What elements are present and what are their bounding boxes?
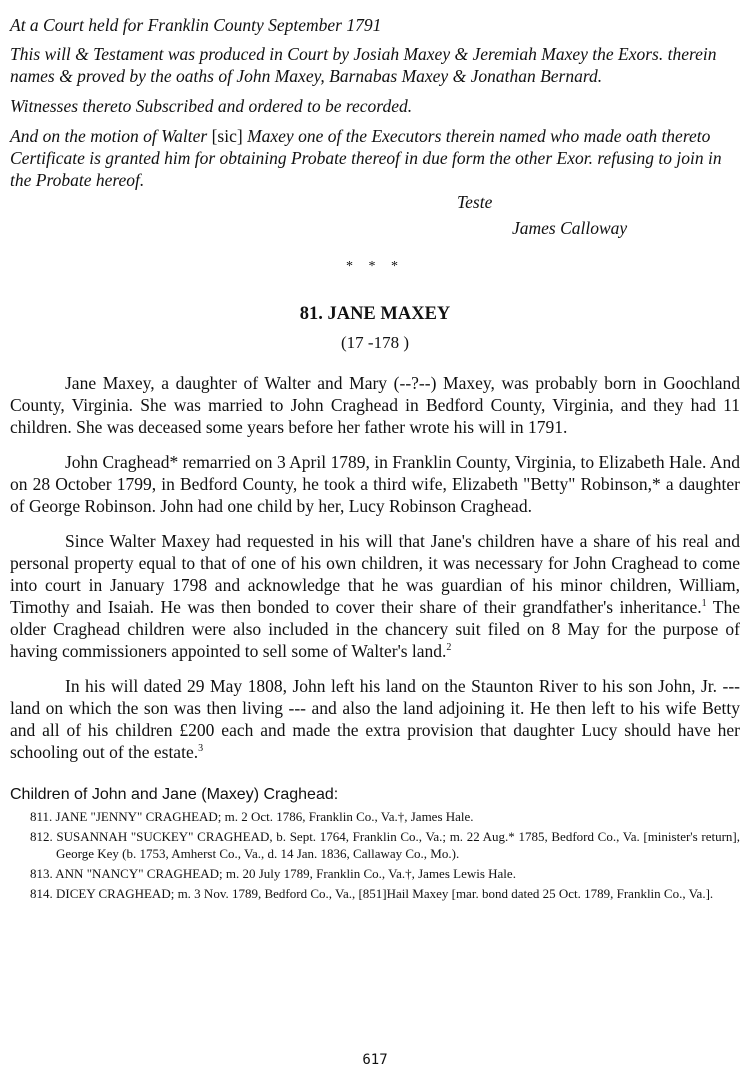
section-heading: 81. JANE MAXEY (299, 304, 451, 324)
section-dates: (17 -178 ) (341, 333, 409, 352)
children-list (10, 808, 740, 902)
children-heading: Children of John and Jane (Maxey) Craghead: (10, 786, 339, 803)
child-entry-812: 812. SUSANNAH "SUCKEY" CRAGHEAD, b. Sept. 1764, Franklin Co., Va.; m. 22 Aug.* 1785, Bedford Co., Va. [minister's return], George Key (b. 1753, Amherst Co., Va., d. 14 Jan. 1836, Callaway Co., Mo.). (30, 829, 740, 861)
body-paragraph-2: John Craghead* remarried on 3 April 1789, in Franklin County, Virginia, to Elizabeth Hale. And on 28 October 1799, in Bedford County, he took a third wife, Elizabeth "Betty" Robinson,* a daughter of George Robinson. John had one child by her, Lucy Robinson Craghead. (10, 452, 740, 516)
footnote-ref-2: 2 (446, 642, 452, 654)
child-entry-814: 814. DICEY CRAGHEAD; m. 3 Nov. 1789, Bedford Co., Va., [851]Hail Maxey [mar. bond dated 25 Oct. 1789, Franklin Co., Va.]. (30, 886, 714, 901)
motion-text-end: Maxey one of the Executors therein named who made oath thereto Certificate is granted him for obtaining Probate thereof in due form the other Exor. refusing to join in the Probate hereof. (10, 126, 722, 190)
section-separator: * * * (346, 259, 404, 274)
footnote-ref-1: 1 (701, 598, 707, 610)
court-record-title: At a Court held for Franklin County September 1791 (10, 15, 382, 35)
child-entry-813: 813. ANN "NANCY" CRAGHEAD; m. 20 July 1789, Franklin Co., Va.†, James Lewis Hale. (30, 866, 516, 881)
signer-name: James Calloway (512, 218, 628, 238)
court-record-paragraph-3 (10, 125, 740, 191)
body-paragraph-1: Jane Maxey, a daughter of Walter and Mary (--?--) Maxey, was probably born in Goochland County, Virginia. She was married to John Craghead in Bedford County, Virginia, and they had 11 children. She was deceased some years before her father wrote his will in 1791. (10, 373, 740, 437)
paragraph-3-text-a: Since Walter Maxey had requested in his will that Jane's children have a share of his real and personal property equal to that of one of his own children, it was necessary for John Craghead to come into court in January 1798 and acknowledge that he was guardian of his minor children, William, Timothy and Isaiah. He was then bonded to cover their share of their grandfather's inheritance. (10, 531, 740, 617)
teste-label: Teste (457, 192, 493, 212)
sic-note: [sic] (211, 126, 243, 146)
motion-text-start: And on the motion of Walter (10, 126, 212, 146)
footnote-ref-3: 3 (198, 743, 204, 755)
paragraph-4-text: In his will dated 29 May 1808, John left his land on the Staunton River to his son John, Jr. --- land on which the son was then living --- and also the land adjoining it. He then left to his wife Betty and all of his children £200 each and made the extra provision that daughter Lucy should have her schooling out of the estate. (10, 676, 740, 762)
document-page (10, 14, 740, 905)
body-paragraph-4 (10, 675, 740, 763)
body-paragraph-3 (10, 530, 740, 662)
paragraph-3-text-b: The older Craghead children were also included in the chancery suit filed on 8 May for the purpose of having commissioners appointed to sell some of Walter's land. (10, 597, 740, 661)
page-number: 617 (362, 1052, 388, 1068)
child-entry-811: 811. JANE "JENNY" CRAGHEAD; m. 2 Oct. 1786, Franklin Co., Va.†, James Hale. (30, 809, 474, 824)
court-record-paragraph-1: This will & Testament was produced in Court by Josiah Maxey & Jeremiah Maxey the Exors. therein names & proved by the oaths of John Maxey, Barnabas Maxey & Jonathan Bernard. (10, 44, 717, 86)
court-record-paragraph-2: Witnesses thereto Subscribed and ordered to be recorded. (10, 96, 413, 116)
